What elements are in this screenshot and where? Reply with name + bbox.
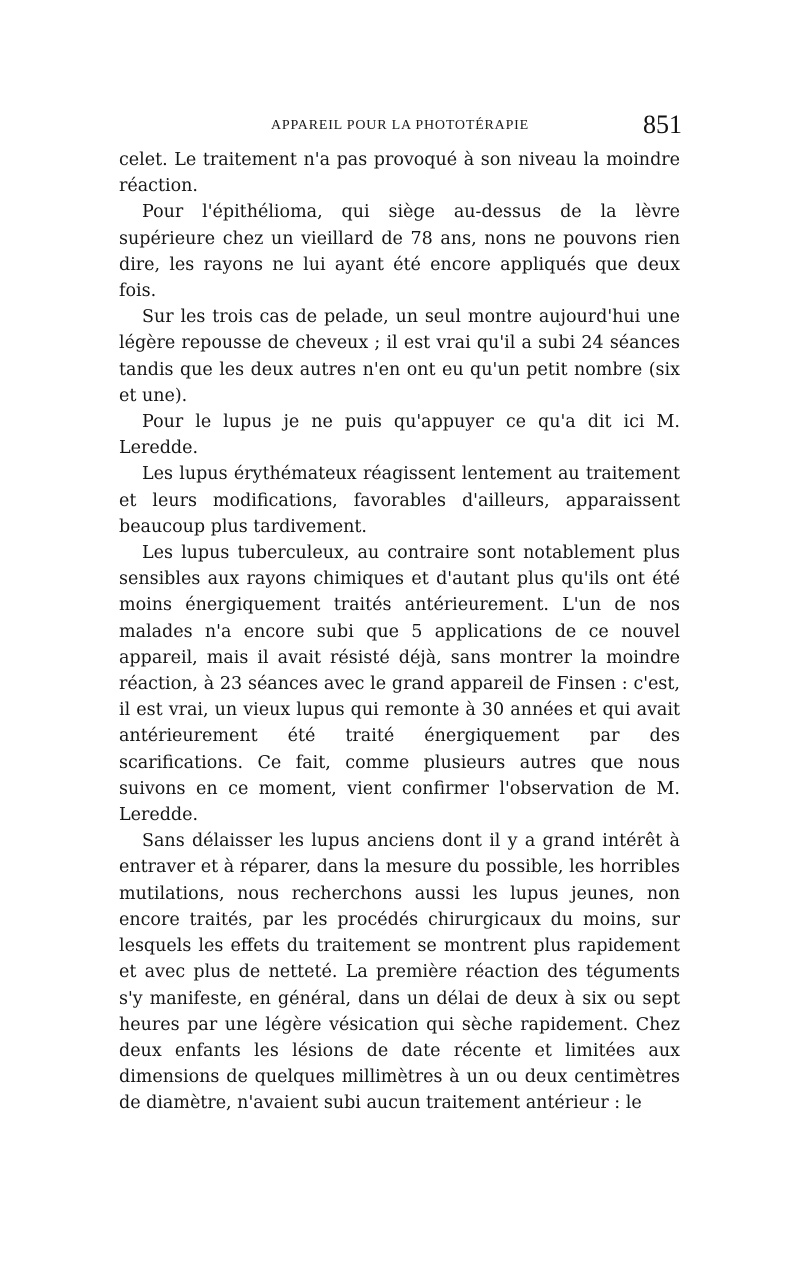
paragraph-lupus: Pour le lupus je ne puis qu'appuyer ce qu'a dit ici M. Leredde. <box>119 412 680 459</box>
running-title: APPAREIL POUR LA PHOTOTÉRAPIE <box>271 118 529 133</box>
paragraph-lupus-jeunes: Sans délaisser les lupus anciens dont il y a grand intérêt à entraver et à réparer, dans la mesure du possible, les horribles mutilations, nous recherchons aussi les lupus jeunes, non encore traités, par les procédés chirurgicaux du moins, sur lesquels les effets du traitement se montrent plus rapidement et avec plus de netteté. La première réaction des téguments s'y manifeste, en général, dans un délai de deux à six ou sept heures par une légère vésication qui sèche rapidement. Chez deux enfants les lésions de date récente et limitées aux dimensions de quelques millimètres à un ou deux centimètres de diamètre, n'avaient subi aucun traitement antérieur : le <box>119 831 680 1114</box>
paragraph-lupus-tuberculeux: Les lupus tuberculeux, au contraire sont notablement plus sensibles aux rayons chimiques et d'autant plus qu'ils ont été moins énergiquement traités antérieurement. L'un de nos malades n'a encore subi que 5 applications de ce nouvel appareil, mais il avait résisté déjà, sans montrer la moindre réaction, à 23 séances avec le grand appareil de Finsen : c'est, il est vrai, un vieux lupus qui remonte à 30 années et qui avait antérieurement été traité énergiquement par des scarifications. Ce fait, comme plusieurs autres que nous suivons en ce moment, vient confirmer l'observation de M. Leredde. <box>119 543 680 826</box>
page-number: 851 <box>643 110 682 139</box>
paragraph-epithelioma: Pour l'épithélioma, qui siège au-dessus de la lèvre supérieure chez un vieillard de 78 ans, nons ne pouvons rien dire, les rayons ne lui ayant été encore appliqués que deux fois. <box>119 202 680 302</box>
body-text <box>119 147 680 1117</box>
paragraph-lupus-erythemateux: Les lupus érythémateux réagissent lentement au traitement et leurs modifications, favorables d'ailleurs, apparaissent beaucoup plus tardivement. <box>119 464 680 537</box>
paragraph-pelade: Sur les trois cas de pelade, un seul montre aujourd'hui une légère repousse de cheveux ; il est vrai qu'il a subi 24 séances tandis que les deux autres n'en ont eu qu'un petit nombre (six et une). <box>119 307 680 406</box>
paragraph-continuation: celet. Le traitement n'a pas provoqué à son niveau la moindre réaction. <box>119 150 680 197</box>
running-head <box>118 108 682 144</box>
